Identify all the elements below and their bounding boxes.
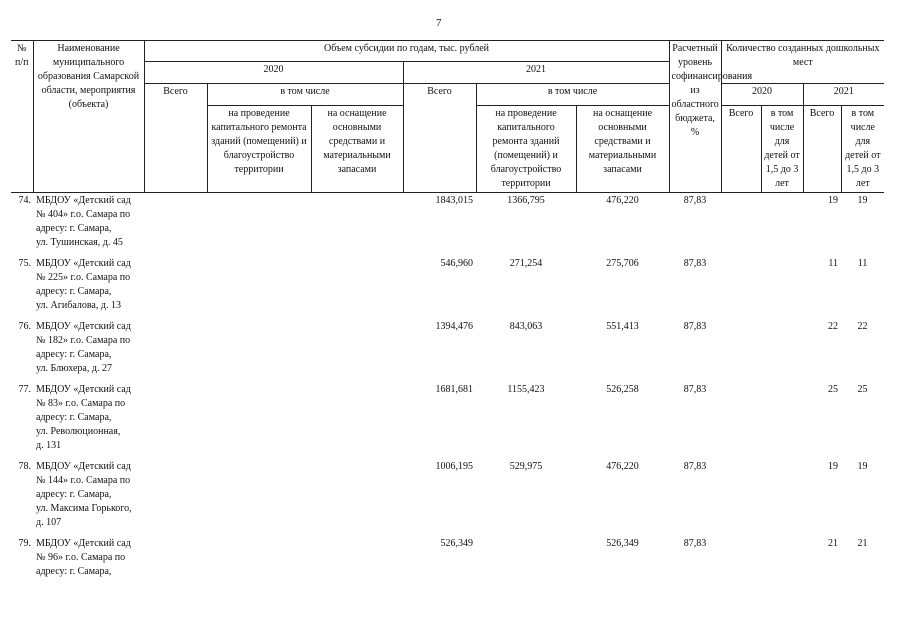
cofinance: 87,83: [683, 257, 707, 269]
places-total-2020: [721, 536, 761, 606]
header-num: № п/п: [11, 41, 33, 193]
places-total-2021: 25: [828, 383, 839, 395]
repair-2020: [207, 319, 311, 382]
row-name-line: адресу: г. Самара,: [36, 223, 112, 234]
row-name: [33, 536, 144, 606]
places-small-2020: [761, 319, 803, 382]
total-2021: 1681,681: [435, 383, 473, 395]
places-small-2020: [761, 256, 803, 319]
table-row: [11, 256, 884, 319]
page-number: 7: [436, 17, 442, 29]
places-total-2021: 11: [828, 257, 839, 269]
places-small-2020: [761, 536, 803, 606]
cofinance: 87,83: [683, 320, 707, 332]
row-name-line: МБДОУ «Детский сад: [36, 460, 131, 472]
repair-2021: 843,063: [509, 320, 543, 332]
header-places-2021: 2021: [803, 84, 884, 106]
row-name-line: МБДОУ «Детский сад: [36, 383, 131, 395]
repair-2021: 529,975: [509, 460, 543, 472]
places-total-2021: 21: [828, 537, 839, 549]
places-small-2020: [761, 382, 803, 459]
table-row: [11, 319, 884, 382]
header-including-2020: в том числе: [207, 84, 403, 106]
places-total-2020: [721, 459, 761, 536]
total-2021: 1006,195: [435, 460, 473, 472]
header-subsidy: Объем субсидии по годам, тыс. рублей: [144, 41, 669, 62]
header-equipment-2021: на оснащение основными средствами и материальными запасами: [576, 106, 669, 193]
row-name-line: ул. Максима Горького,: [36, 502, 132, 514]
total-2021: 1843,015: [435, 195, 473, 206]
row-name-line: адресу: г. Самара,: [36, 488, 112, 500]
total-2020: [144, 319, 207, 382]
repair-2021: 1155,423: [507, 383, 545, 395]
header-total-2020: Всего: [144, 84, 207, 193]
equipment-2020: [311, 319, 403, 382]
row-number: 77.: [18, 383, 31, 395]
row-name-line: ул. Блюхера, д. 27: [36, 362, 112, 374]
total-2021: 526,349: [440, 537, 473, 549]
header-year-2021: 2021: [403, 62, 669, 84]
row-name-line: д. 107: [36, 516, 62, 528]
equipment-2021: 526,349: [606, 537, 639, 549]
places-total-2021: 22: [828, 320, 839, 332]
row-name-line: ул. Агибалова, д. 13: [36, 299, 121, 311]
table-row: [11, 536, 884, 606]
row-name-line: № 144» г.о. Самара по: [36, 474, 131, 486]
equipment-2020: [311, 193, 403, 256]
row-name: [33, 256, 144, 319]
row-name-line: МБДОУ «Детский сад: [36, 195, 131, 206]
row-number: 74.: [18, 195, 31, 206]
row-name-line: МБДОУ «Детский сад: [36, 537, 131, 549]
row-name-line: ул. Тушинская, д. 45: [36, 237, 123, 248]
equipment-2020: [311, 382, 403, 459]
row-number: 76.: [18, 320, 31, 332]
table-body: [11, 193, 884, 606]
row-name-line: адресу: г. Самара,: [36, 411, 112, 423]
row-name-line: адресу: г. Самара,: [36, 565, 112, 577]
places-small-2021: 19: [857, 460, 868, 472]
equipment-2020: [311, 536, 403, 606]
row-name-line: № 182» г.о. Самара по: [36, 334, 131, 346]
total-2020: [144, 382, 207, 459]
equipment-2020: [311, 459, 403, 536]
row-name-line: № 404» г.о. Самара по: [36, 209, 131, 220]
equipment-2021: 551,413: [606, 320, 639, 332]
places-small-2020: [761, 193, 803, 256]
header-year-2020: 2020: [144, 62, 403, 84]
header-equipment-2020: на оснащение основными средствами и материальными запасами: [311, 106, 403, 193]
repair-2021: 1366,795: [507, 195, 545, 206]
places-small-2021: 21: [857, 537, 868, 549]
places-total-2021: 19: [828, 460, 839, 472]
repair-2020: [207, 382, 311, 459]
places-small-2020: [761, 459, 803, 536]
header-including-2021: в том числе: [476, 84, 669, 106]
table-row: [11, 193, 884, 256]
places-small-2021: 11: [857, 257, 868, 269]
equipment-2021: 526,258: [606, 383, 639, 395]
row-name-line: адресу: г. Самара,: [36, 348, 112, 360]
header-places-total-2020: Всего: [721, 106, 761, 193]
header-places-small-2020: в том числе для детей от 1,5 до 3 лет: [761, 106, 803, 193]
header-total-2021: Всего: [403, 84, 476, 193]
row-name: [33, 193, 144, 256]
cofinance: 87,83: [683, 537, 707, 549]
header-name: Наименование муниципального образования Самарской области, мероприятия (объекта): [33, 41, 144, 193]
total-2021: 1394,476: [435, 320, 473, 332]
total-2020: [144, 193, 207, 256]
row-name-line: д. 131: [36, 439, 62, 451]
row-number: 78.: [18, 460, 31, 472]
header-places-total-2021: Всего: [803, 106, 841, 193]
header-repair-2021: на проведение капитального ремонта зданий (помещений) и благоустройство территории: [476, 106, 576, 193]
row-number: 75.: [18, 257, 31, 269]
total-2021: 546,960: [440, 257, 473, 269]
places-total-2020: [721, 256, 761, 319]
repair-2021: [476, 536, 576, 606]
total-2020: [144, 536, 207, 606]
places-total-2020: [721, 193, 761, 256]
row-name-line: № 83» г.о. Самара по: [36, 397, 126, 409]
row-name-line: адресу: г. Самара,: [36, 285, 112, 297]
row-name-line: МБДОУ «Детский сад: [36, 257, 131, 269]
equipment-2021: 476,220: [606, 195, 639, 206]
repair-2020: [207, 536, 311, 606]
cofinance: 87,83: [683, 383, 707, 395]
places-small-2021: 19: [857, 195, 868, 206]
header-places-2020: 2020: [721, 84, 803, 106]
row-name-line: ул. Революционная,: [36, 425, 121, 437]
equipment-2021: 476,220: [606, 460, 639, 472]
row-name: [33, 319, 144, 382]
table-row: [11, 459, 884, 536]
row-name-line: МБДОУ «Детский сад: [36, 320, 131, 332]
places-total-2020: [721, 382, 761, 459]
repair-2020: [207, 193, 311, 256]
header-places: Количество созданных дошкольных мест: [721, 41, 884, 84]
places-small-2021: 25: [857, 383, 868, 395]
row-name: [33, 459, 144, 536]
table-row: [11, 382, 884, 459]
subsidy-table: [11, 40, 884, 606]
header-repair-2020: на проведение капитального ремонта зданий (помещений) и благоустройство территории: [207, 106, 311, 193]
row-name-line: № 225» г.о. Самара по: [36, 271, 131, 283]
equipment-2021: 275,706: [606, 257, 639, 269]
repair-2021: 271,254: [509, 257, 543, 269]
cofinance: 87,83: [683, 195, 707, 206]
repair-2020: [207, 256, 311, 319]
row-number: 79.: [18, 537, 31, 549]
places-total-2020: [721, 319, 761, 382]
table-header: [11, 41, 884, 193]
header-cofinance: Расчетный уровень софинансирования из областного бюджета, %: [669, 41, 721, 193]
header-places-small-2021: в том числе для детей от 1,5 до 3 лет: [841, 106, 884, 193]
equipment-2020: [311, 256, 403, 319]
repair-2020: [207, 459, 311, 536]
places-total-2021: 19: [828, 195, 839, 206]
total-2020: [144, 459, 207, 536]
places-small-2021: 22: [857, 320, 868, 332]
row-name-line: № 96» г.о. Самара по: [36, 551, 126, 563]
row-name: [33, 382, 144, 459]
total-2020: [144, 256, 207, 319]
cofinance: 87,83: [683, 460, 707, 472]
